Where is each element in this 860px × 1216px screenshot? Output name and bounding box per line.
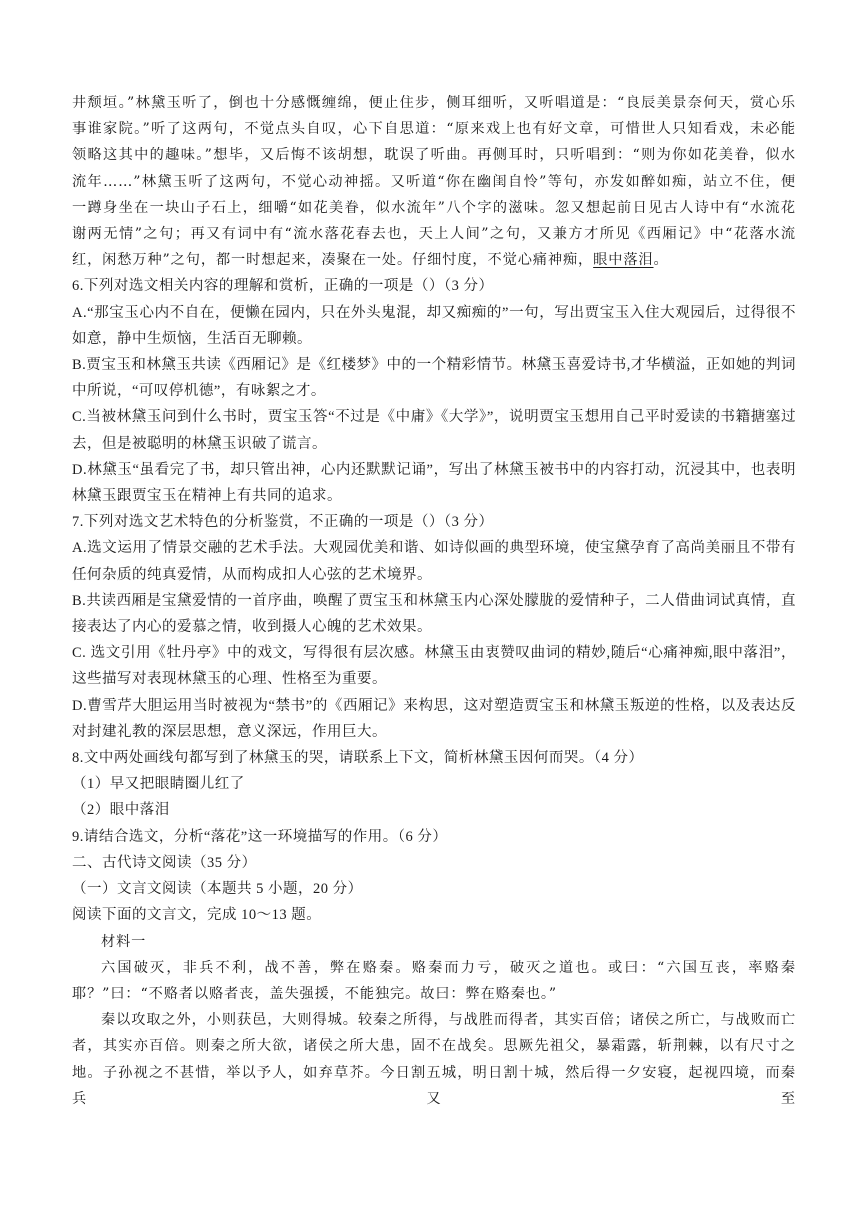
option-a: A.“那宝玉心内不自在，便懒在园内，只在外头鬼混，却又痴痴的”一句，写出贾宝玉入住大观园后，过得很不如意，静中生烦恼，生活百无聊赖。 [72, 304, 796, 347]
option-b: B.贾宝玉和林黛玉共读《西厢记》是《红楼梦》中的一个精彩情节。林黛玉喜爱诗书,才华横溢，正如她的判词中所说，“可叹停机德”，有咏絮之才。 [72, 357, 796, 400]
question-9 [72, 824, 796, 850]
passage-text: 红，闲愁万种”之句，都一时想起来，凑聚在一处。仔细忖度，不觉心痛神痴， [72, 252, 594, 269]
classical-paragraph: 六国破灭，非兵不利，战不善，弊在赂秦。赂秦而力亏，破灭之道也。或曰：“六国互丧，率赂秦耶？”曰：“不赂者以赂者丧，盖失强援，不能独完。故曰：弊在赂秦也。” [72, 959, 796, 1002]
option-d: D.曹雪芹大胆运用当时被视为“禁书”的《西厢记》来构思，这对塑造贾宝玉和林黛玉叛逆的性格，以及表达反对封建礼教的深层思想，意义深远，作用巨大。 [72, 697, 796, 740]
passage-line: 流年……”林黛玉听了这两句，不觉心动神摇。又听道“你在幽闺自怜”等句，亦发如醉如痴，站立不住，便 [72, 173, 796, 190]
question-stem: 8.文中两处画线句都写到了林黛玉的哭，请联系上下文，简析林黛玉因何而哭。（4 分） [72, 750, 644, 767]
passage-line: 一蹲身坐在一块山子石上，细嚼“如花美眷，似水流年”八个字的滋味。忽又想起前日见古人诗中有“水流花 [72, 199, 796, 216]
passage-line [72, 247, 796, 273]
option-d: D.林黛玉“虽看完了书，却只管出神，心内还默默记诵”，写出了林黛玉被书中的内容打动，沉浸其中，也表明林黛玉跟贾宝玉在精神上有共同的追求。 [72, 461, 796, 505]
sub-item: （1）早又把眼睛圈儿红了 [72, 776, 245, 793]
question-6 [72, 273, 796, 509]
passage-line: 事谁家院。”听了这两句，不觉点头自叹，心下自思道：“原来戏上也有好文章，可惜世人只知看戏，未必能 [72, 121, 796, 138]
option-a: A.选文运用了情景交融的艺术手法。大观园优美和谐、如诗似画的典型环境，使宝黛孕育了高尚美丽且不带有任何杂质的纯真爱情，从而构成扣人心弦的艺术境界。 [72, 540, 796, 583]
exam-page [72, 90, 796, 1112]
passage-line: 领略这其中的趣味。”想毕，又后悔不该胡想，耽误了听曲。再侧耳时，只听唱到：“则为你如花美眷，似水 [72, 147, 796, 164]
question-stem: 6.下列对选文相关内容的理解和赏析，正确的一项是（）（3 分） [72, 278, 494, 295]
passage-excerpt [72, 90, 796, 273]
section-title: 二、古代诗文阅读（35 分） [72, 854, 257, 871]
passage-line: 井颓垣。”林黛玉听了，倒也十分感慨缠绵，便止住步，侧耳细听，又听唱道是：“良辰美景奈何天，赏心乐 [72, 95, 796, 111]
sub-item: （2）眼中落泪 [72, 802, 170, 819]
passage-line: 谢两无情”之句；再又有词中有“流水落花春去也，天上人间”之句，又兼方才所见《西厢记》中“花落水流 [72, 226, 796, 243]
question-7 [72, 509, 796, 745]
question-stem: 9.请结合选文，分析“落花”这一环境描写的作用。（6 分） [72, 828, 448, 845]
subsection-title: （一）文言文阅读（本题共 5 小题，20 分） [72, 881, 363, 898]
underlined-sentence: 眼中落泪 [593, 252, 654, 269]
instruction: 阅读下面的文言文，完成 10～13 题。 [72, 907, 322, 924]
option-c: C. 选文引用《牡丹亭》中的戏文，写得很有层次感。林黛玉由衷赞叹曲词的精妙,随后“心痛神痴,眼中落泪”，这些描写对表现林黛玉的心理、性格至为重要。 [72, 645, 796, 688]
question-stem: 7.下列对选文艺术特色的分析鉴赏，不正确的一项是（）（3 分） [72, 514, 494, 531]
option-b: B.共读西厢是宝黛爱情的一首序曲，唤醒了贾宝玉和林黛玉内心深处朦胧的爱情种子，二人借曲词试真情，直接表达了内心的爱慕之情，收到摄人心魄的艺术效果。 [72, 592, 796, 636]
classical-paragraph: 秦以攻取之外，小则获邑，大则得城。较秦之所得，与战胜而得者，其实百倍；诸侯之所亡，与战败而亡者，其实亦百倍。则秦之所大欲，诸侯之所大患，固不在战矣。思厥先祖父，暴霜露，斩荆棘，以有尺寸之地。子孙视之不甚惜，举以予人，如弃草芥。今日割五城，明日割十城，然后得一夕安寝，起视四境，而秦兵又至 [72, 1012, 796, 1107]
passage-text: 。 [653, 252, 669, 269]
option-c: C.当被林黛玉问到什么书时，贾宝玉答“不过是《中庸》《大学》”，说明贾宝玉想用自己平时爱读的书籍搪塞过去，但是被聪明的林黛玉识破了谎言。 [72, 409, 796, 452]
section-classical-reading [72, 850, 796, 1112]
question-8 [72, 745, 796, 824]
material-label: 材料一 [101, 933, 147, 950]
